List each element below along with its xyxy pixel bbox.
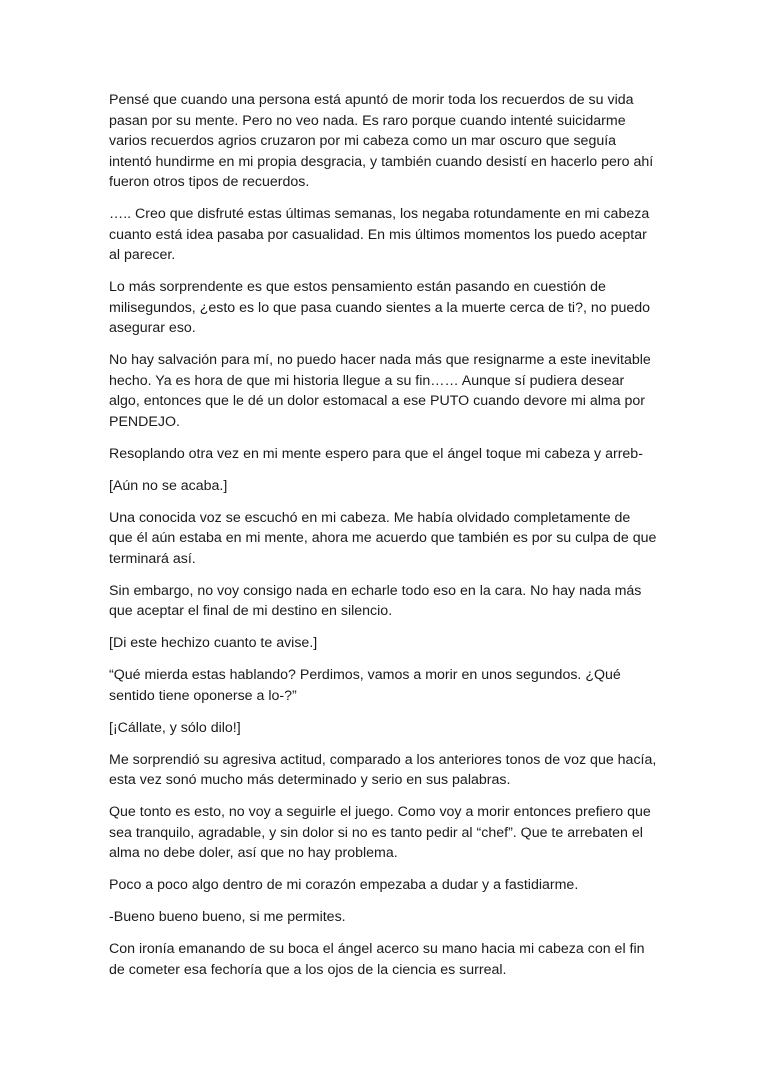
paragraph: ….. Creo que disfruté estas últimas semanas, los negaba rotundamente en mi cabeza cuanto está idea pasaba por casualidad. En mis últimos momentos los puedo aceptar al parecer.: [109, 206, 650, 263]
document-body: [109, 90, 657, 992]
paragraph: Sin embargo, no voy consigo nada en echarle todo eso en la cara. No hay nada más que aceptar el final de mi destino en silencio.: [109, 582, 642, 619]
paragraph: Resoplando otra vez en mi mente espero para que el ángel toque mi cabeza y arreb-: [109, 445, 643, 462]
paragraph: Que tonto es esto, no voy a seguirle el juego. Como voy a morir entonces prefiero que sea tranquilo, agradable, y sin dolor si no es tanto pedir al “chef”. Que te arrebaten el alma no debe doler, así que no hay problema.: [109, 804, 651, 861]
paragraph: [Di este hechizo cuanto te avise.]: [109, 635, 318, 651]
paragraph: Pensé que cuando una persona está apuntó de morir toda los recuerdos de su vida pasan por su mente. Pero no veo nada. Es raro porque cuando intenté suicidarme varios recuerdos agrios cruzaron por mi cabeza como un mar oscuro que seguía intentó hundirme en mi propia desgracia, y también cuando desistí en hacerlo pero ahí fueron otros tipos de recuerdos.: [109, 92, 654, 190]
paragraph: Lo más sorprendente es que estos pensamiento están pasando en cuestión de milisegundos, ¿esto es lo que pasa cuando sientes a la muerte cerca de ti?, no puedo asegurar eso.: [109, 279, 651, 336]
paragraph: Me sorprendió su agresiva actitud, comparado a los anteriores tonos de voz que hacía, esta vez sonó mucho más determinado y serio en sus palabras.: [109, 751, 657, 788]
paragraph: “Qué mierda estas hablando? Perdimos, vamos a morir en unos segundos. ¿Qué sentido tiene oponerse a lo-?”: [109, 667, 621, 704]
paragraph: -Bueno bueno bueno, si me permites.: [109, 909, 346, 925]
paragraph: [Aún no se acaba.]: [109, 477, 228, 494]
paragraph: Una conocida voz se escuchó en mi cabeza. Me había olvidado completamente de que él aún estaba en mi mente, ahora me acuerdo que también es por su culpa de que terminará así.: [109, 509, 657, 567]
paragraph: No hay salvación para mí, no puedo hacer nada más que resignarme a este inevitable hecho. Ya es hora de que mi historia llegue a su fin…… Aunque sí pudiera desear algo, entonces que le dé un dolor estomacal a ese PUTO cuando devore mi alma por PENDEJO.: [109, 352, 651, 430]
paragraph: Con ironía emanando de su boca el ángel acerco su mano hacia mi cabeza con el fin de cometer esa fechoría que a los ojos de la ciencia es surreal.: [109, 941, 645, 978]
paragraph: Poco a poco algo dentro de mi corazón empezaba a dudar y a fastidiarme.: [109, 877, 579, 893]
paragraph: [¡Cállate, y sólo dilo!]: [109, 719, 241, 736]
